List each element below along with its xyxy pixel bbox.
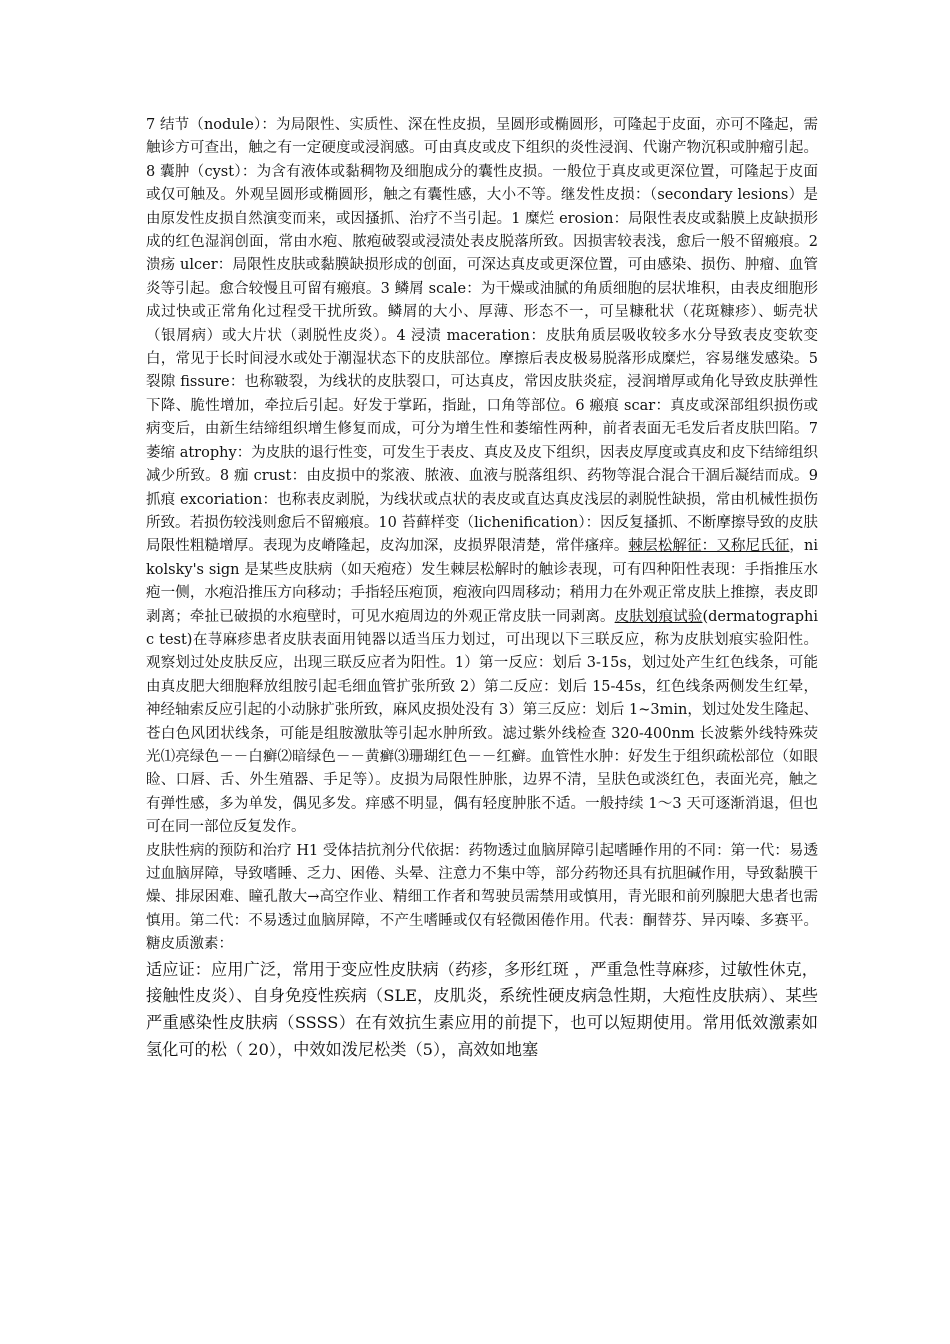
paragraph-1-text-c: (dermatographic test)在荨麻疹患者皮肤表面用钝器以适当压力划过，可出现以下三联反应，称为皮肤划痕实验阳性。 观察划过处皮肤反应，出现三联反应者为阳性。1）第一反应：划后 3-15s，划过处产生红色线条，可能由真皮肥大细胞释放组胺引起毛细血管扩张所致 2）第二反应：划后 15-45s，红色线条两侧发生红晕，神经轴索反应引起的小动脉扩张所致，麻风皮损处没有 3）第三反应：划后 1~3min，划过处发生隆起、苍白色风团状线条，可能是组胺激肽等引起水肿所致。滤过紫外线检查 320-400nm 长波紫外线特殊荧光⑴亮绿色－－白癣⑵暗绿色－－黄癣⑶珊瑚红色－－红癣。血管性水肿：好发生于组织疏松部位（如眼睑、口唇、舌、外生殖器、手足等）。皮损为局限性肿胀，边界不清，呈肤色或淡红色，表面光亮，触之有弹性感，多为单发，偶见多发。痒感不明显，偶有轻度肿胀不适。一般持续 1～3 天可逐渐消退，但也可在同一部位反复发作。	[146, 608, 819, 836]
paragraph-2	[146, 840, 818, 957]
paragraph-1-text-b: ，nikolsky's sign 是某些皮肤病（如天疱疮）发生棘层松解时的触诊表现，可有四种阳性表现：手指推压水疱一侧，水疱沿推压方向移动；手指轻压疱顶，疱液向四周移动；稍用力在外观正常皮肤上推擦，表皮即剥离；牵扯已破损的水疱壁时，可见水疱周边的外观正常皮肤一同剥离。	[146, 538, 819, 625]
paragraph-3-text: 适应证：应用广泛，常用于变应性皮肤病（药疹，多形红斑 ，严重急性荨麻疹，过敏性休克，接触性皮炎）、自身免疫性疾病（SLE，皮肌炎，系统性硬皮病急性期，大疱性皮肤病）、某些严重感染性皮肤病（SSSS）在有效抗生素应用的前提下，也可以短期使用。常用低效激素如氢化可的松（ 20），中效如泼尼松类（5），高效如地塞	[146, 959, 818, 1060]
paragraph-2-text: 皮肤性病的预防和治疗 H1 受体拮抗剂分代依据：药物透过血脑屏障引起嗜睡作用的不同：第一代：易透过血脑屏障，导致嗜睡、乏力、困倦、头晕、注意力不集中等，部分药物还具有抗胆碱作用，导致黏膜干燥、排尿困难、瞳孔散大→高空作业、精细工作者和驾驶员需禁用或慎用，青光眼和前列腺肥大患者也需慎用。第二代：不易透过血脑屏障，不产生嗜睡或仅有轻微困倦作用。代表：酮替芬、异丙嗪、多赛平。糖皮质激素：	[146, 842, 818, 953]
paragraph-1-text: 7 结节（nodule）：为局限性、实质性、深在性皮损，呈圆形或椭圆形，可隆起于皮面，亦可不隆起，需触诊方可查出，触之有一定硬度或浸润感。可由真皮或皮下组织的炎性浸润、代谢产物沉积或肿瘤引起。8 囊肿（cyst）：为含有液体或黏稠物及细胞成分的囊性皮损。一般位于真皮或更深位置，可隆起于皮面或仅可触及。外观呈圆形或椭圆形，触之有囊性感，大小不等。继发性皮损：（secondary lesions）是由原发性皮损自然演变而来，或因搔抓、治疗不当引起。1 糜烂 erosion：局限性表皮或黏膜上皮缺损形成的红色湿润创面，常由水疱、脓疱破裂或浸渍处表皮脱落所致。因损害较表浅，愈后一般不留瘢痕。2 溃疡 ulcer：局限性皮肤或黏膜缺损形成的创面，可深达真皮或更深位置，可由感染、损伤、肿瘤、血管炎等引起。愈合较慢且可留有瘢痕。3 鳞屑 scale：为干燥或油腻的角质细胞的层状堆积，由表皮细胞形成过快或正常角化过程受干扰所致。鳞屑的大小、厚薄、形态不一，可呈糠秕状（花斑糠疹）、蛎壳状（银屑病）或大片状（剥脱性皮炎）。4 浸渍 maceration：皮肤角质层吸收较多水分导致表皮变软变白，常见于长时间浸水或处于潮湿状态下的皮肤部位。摩擦后表皮极易脱落形成糜烂，容易继发感染。5 裂隙 fissure：也称皲裂，为线状的皮肤裂口，可达真皮，常因皮肤炎症，浸润增厚或角化导致皮肤弹性下降、脆性增加，牵拉后引起。好发于掌跖，指趾，口角等部位。6 瘢痕 scar：真皮或深部组织损伤或病变后，由新生结缔组织增生修复而成，可分为增生性和萎缩性两种，前者表面无毛发后者皮肤凹陷。7 萎缩 atrophy：为皮肤的退行性变，可发生于表皮、真皮及皮下组织，因表皮厚度或真皮和皮下结缔组织减少所致。8 痂 crust：由皮损中的浆液、脓液、血液与脱落组织、药物等混合混合干涸后凝结而成。9 抓痕 excoriation：也称表皮剥脱，为线状或点状的表皮或直达真皮浅层的剥脱性缺损，常由机械性损伤所致。若损伤较浅则愈后不留瘢痕。10 苔藓样变（lichenification）：因反复搔抓、不断摩擦导致的皮肤局限性粗糙增厚。表现为皮嵴隆起，皮沟加深，皮损界限清楚，常伴瘙痒。	[146, 117, 818, 555]
paragraph-1	[146, 114, 818, 840]
term-nikolsky-sign: 棘层松解征：又称尼氏征	[628, 538, 790, 555]
document-body	[146, 114, 818, 1064]
term-dermatographic-test: 皮肤划痕试验	[614, 608, 703, 625]
paragraph-3	[146, 957, 818, 1064]
